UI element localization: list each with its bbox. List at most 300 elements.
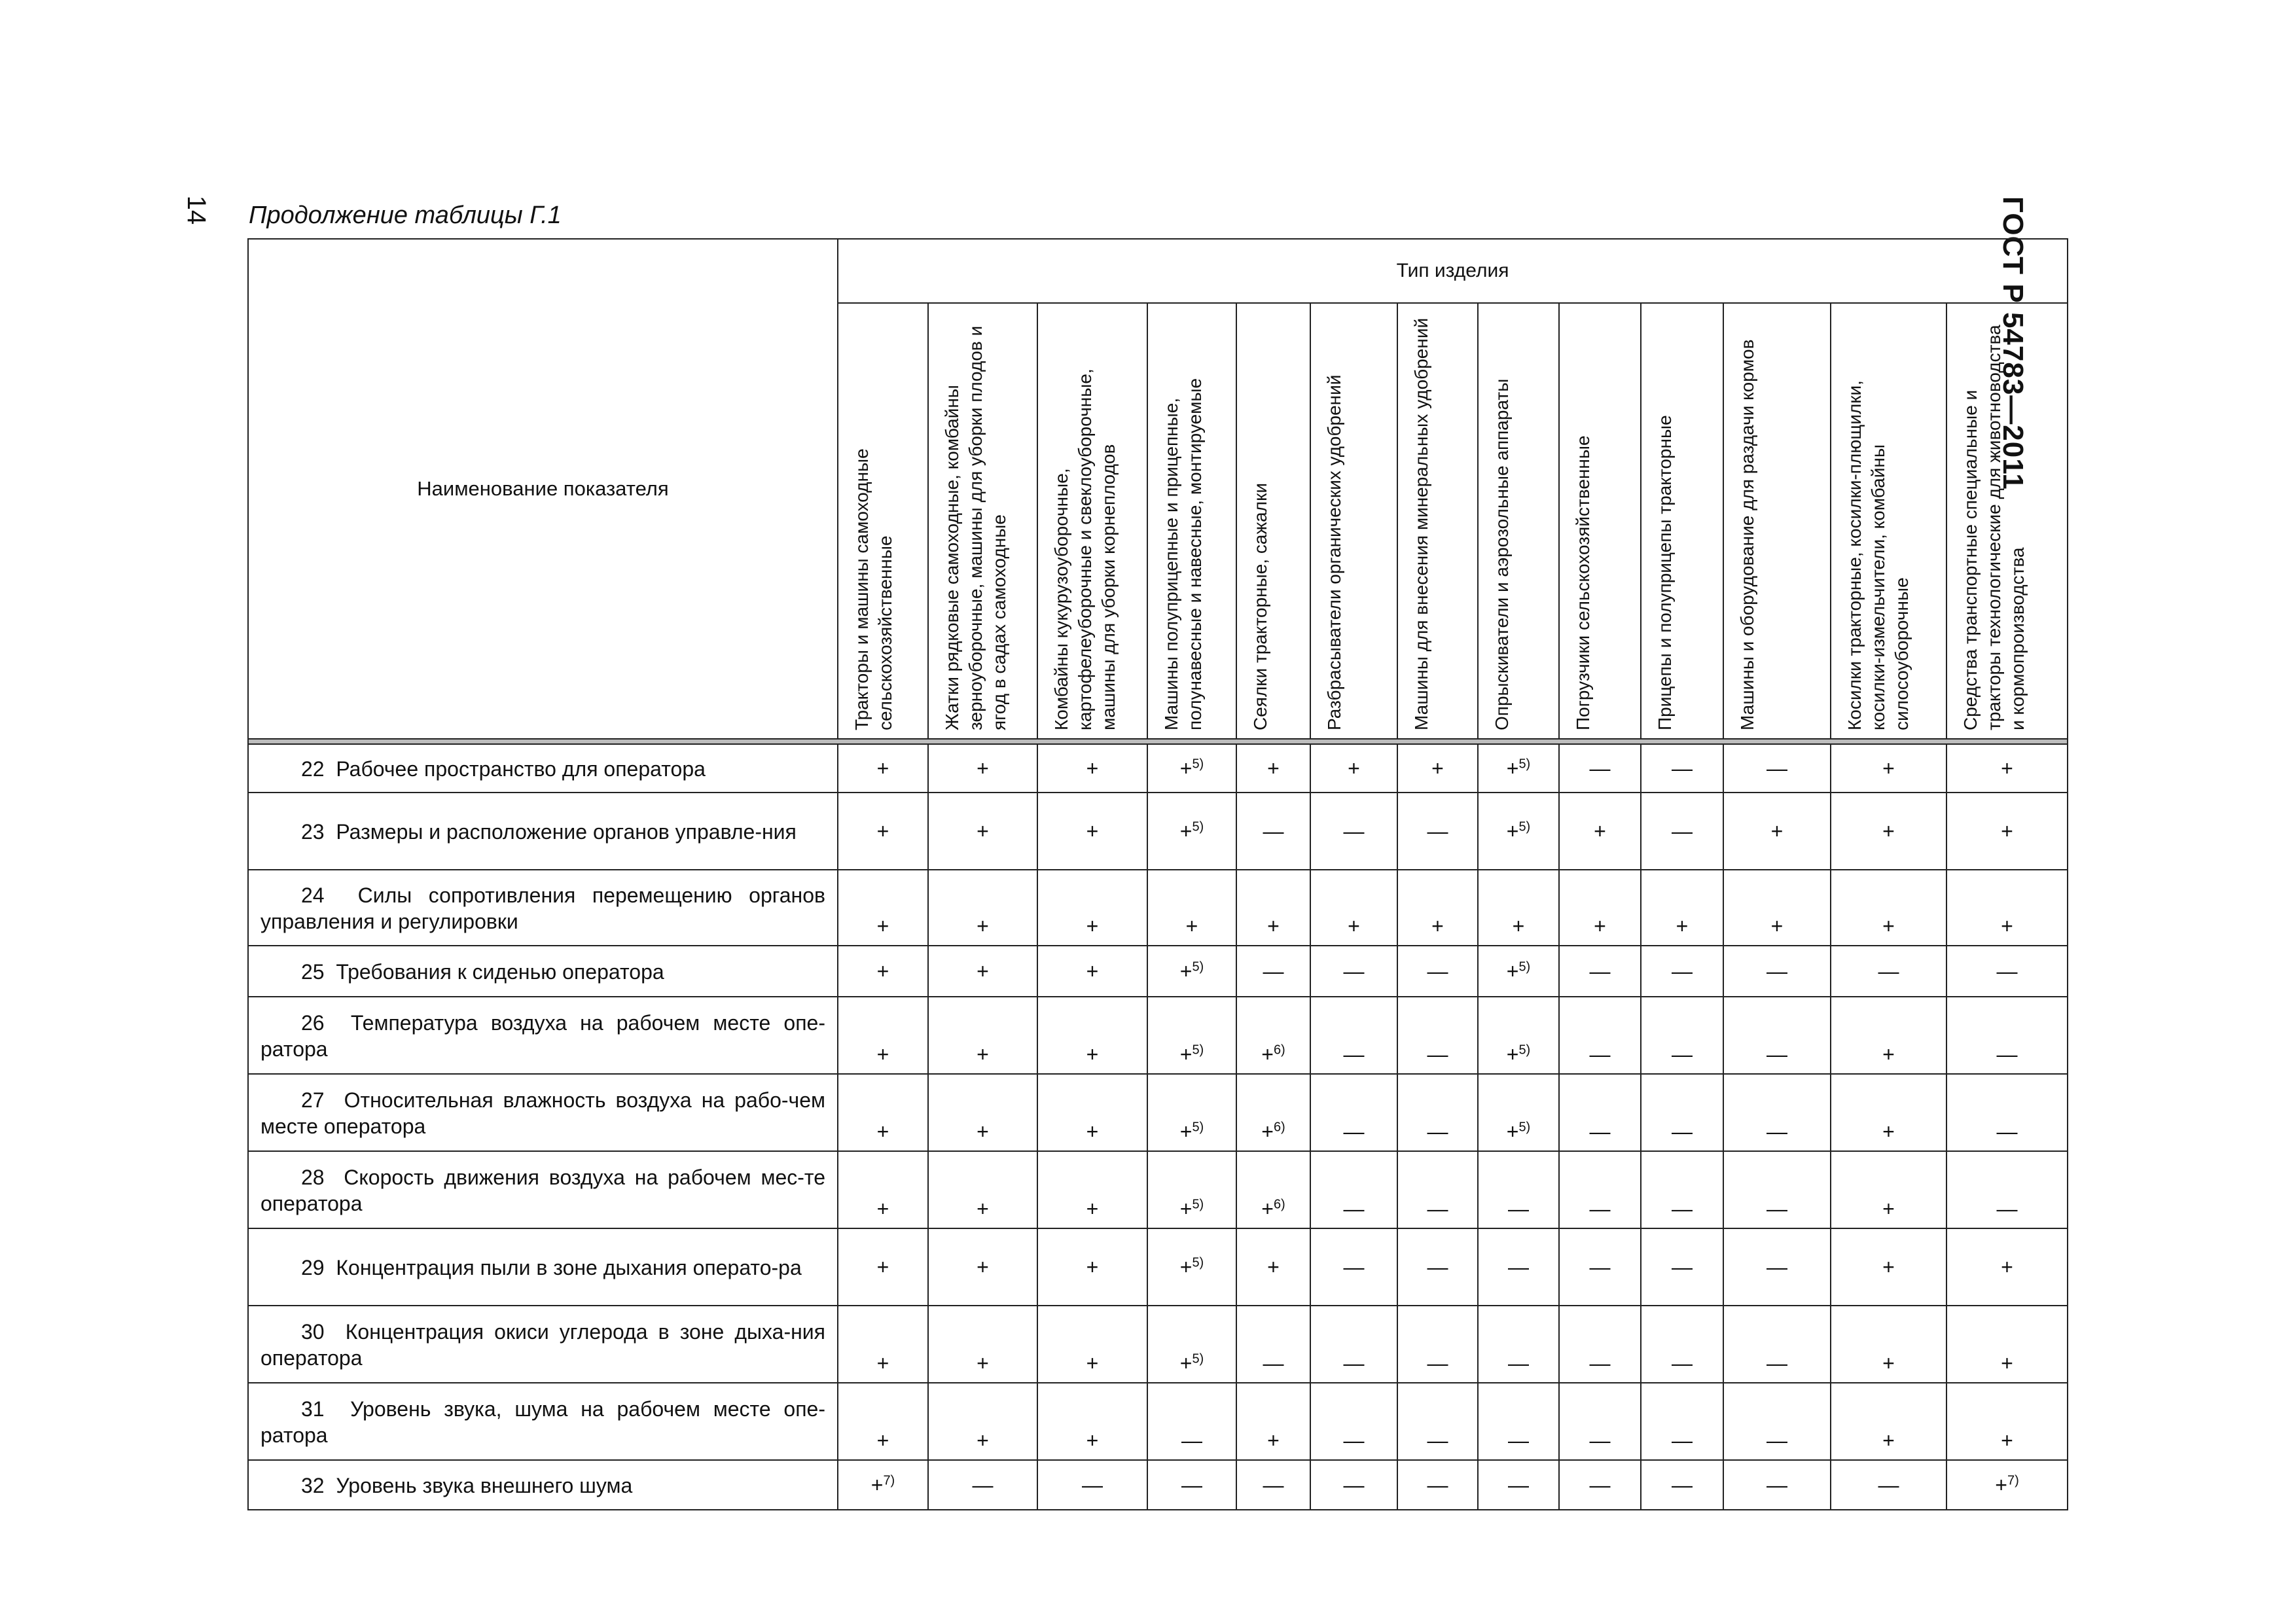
applicability-cell <box>928 1383 1037 1460</box>
not-applicable-mark: — <box>1343 1429 1365 1452</box>
not-applicable-mark: — <box>1589 756 1611 780</box>
indicator-number: 32 <box>301 1474 325 1497</box>
applicability-cell <box>928 1074 1037 1151</box>
applicable-mark: + <box>1185 914 1198 938</box>
indicator-name: Рабочее пространство для оператора <box>336 757 706 781</box>
applicable-mark: + <box>2001 1255 2013 1279</box>
applicability-cell <box>1310 946 1397 997</box>
applicability-cell <box>1831 1074 1946 1151</box>
not-applicable-mark: — <box>1589 959 1611 983</box>
not-applicable-mark: — <box>1589 1472 1611 1497</box>
indicator-name: Температура воздуха на рабочем месте опе-ратора <box>260 1011 826 1061</box>
applicable-mark: + <box>2001 1429 2013 1452</box>
applicable-mark: + <box>876 1043 889 1066</box>
indicator-name: Скорость движения воздуха на рабочем мес-те оператора <box>260 1166 826 1215</box>
applicability-cell <box>1310 997 1397 1074</box>
not-applicable-mark: — <box>1427 1043 1448 1066</box>
not-applicable-mark: — <box>1996 1120 2018 1143</box>
column-header-3 <box>1037 303 1147 739</box>
applicable-mark: + <box>1261 1197 1274 1221</box>
footnote-ref: 7) <box>2007 1472 2019 1488</box>
applicable-mark: + <box>977 1351 989 1375</box>
applicable-mark: + <box>1179 959 1193 983</box>
applicability-cell <box>1723 1228 1831 1306</box>
applicable-mark: + <box>1348 914 1360 938</box>
applicability-cell <box>1641 1460 1723 1510</box>
indicator-number: 24 <box>301 883 325 907</box>
applicability-cell <box>838 1383 928 1460</box>
footnote-ref: 5) <box>1518 819 1531 834</box>
not-applicable-mark: — <box>1343 819 1365 843</box>
applicable-mark: + <box>977 914 989 938</box>
applicability-cell <box>1723 870 1831 946</box>
applicable-mark: + <box>1086 1120 1099 1143</box>
applicability-cell <box>1310 793 1397 870</box>
footnote-ref: 5) <box>1518 1120 1531 1135</box>
indicator-number: 31 <box>301 1397 325 1421</box>
not-applicable-mark: — <box>1767 1197 1787 1221</box>
footnote-ref: 5) <box>1192 1351 1204 1366</box>
header-indicator-name: Наименование показателя <box>248 239 838 739</box>
applicability-cell <box>1147 1228 1236 1306</box>
applicability-cell <box>1236 1460 1310 1510</box>
applicability-cell <box>1559 1074 1641 1151</box>
applicability-cell <box>1037 870 1147 946</box>
column-header-6 <box>1310 303 1397 739</box>
applicability-cell <box>1831 793 1946 870</box>
applicable-mark: + <box>1348 756 1360 780</box>
applicability-cell <box>1037 1383 1147 1460</box>
not-applicable-mark: — <box>1767 1429 1787 1452</box>
not-applicable-mark: — <box>1343 1255 1365 1279</box>
indicator-name: Уровень звука, шума на рабочем месте опе-ратора <box>260 1397 825 1447</box>
applicability-cell <box>1723 946 1831 997</box>
indicator-name-cell <box>248 793 838 870</box>
indicator-name-cell <box>248 744 838 793</box>
applicable-mark: + <box>1882 1197 1895 1221</box>
not-applicable-mark: — <box>1427 1351 1448 1375</box>
applicability-cell <box>1478 870 1559 946</box>
footnote-ref: 6) <box>1273 1197 1285 1212</box>
applicability-cell <box>1147 1306 1236 1383</box>
not-applicable-mark: — <box>1427 1429 1448 1452</box>
applicability-cell <box>1147 1460 1236 1510</box>
applicability-cell <box>1831 744 1946 793</box>
applicable-mark: + <box>1086 914 1099 938</box>
not-applicable-mark: — <box>1508 1255 1529 1279</box>
column-header-7 <box>1397 303 1478 739</box>
applicability-cell <box>1723 1383 1831 1460</box>
applicable-mark: + <box>1594 914 1606 938</box>
applicable-mark: + <box>1431 914 1444 938</box>
applicable-mark: + <box>1882 1255 1895 1279</box>
indicator-number: 30 <box>301 1320 325 1344</box>
applicability-cell <box>1397 744 1478 793</box>
column-header-11 <box>1723 303 1831 739</box>
applicability-cell <box>1478 793 1559 870</box>
applicability-cell <box>838 870 928 946</box>
applicability-cell <box>1236 997 1310 1074</box>
indicator-name: Силы сопротивления перемещению органов управления и регулировки <box>260 883 825 933</box>
not-applicable-mark: — <box>1767 1351 1787 1375</box>
not-applicable-mark: — <box>1508 1429 1529 1452</box>
column-header-5 <box>1236 303 1310 739</box>
footnote-ref: 5) <box>1192 1255 1204 1270</box>
indicator-name: Размеры и расположение органов управле-ния <box>336 820 797 844</box>
applicability-cell <box>1946 946 2068 997</box>
applicability-cell <box>838 946 928 997</box>
applicability-cell <box>928 1228 1037 1306</box>
table-continuation-caption: Продолжение таблицы Г.1 <box>249 202 562 229</box>
applicability-cell <box>1946 744 2068 793</box>
applicability-cell <box>838 997 928 1074</box>
not-applicable-mark: — <box>1427 819 1448 843</box>
applicability-cell <box>1037 1151 1147 1228</box>
not-applicable-mark: — <box>1427 1255 1448 1279</box>
applicability-cell <box>1147 793 1236 870</box>
table-row <box>248 1228 2068 1306</box>
applicable-mark: + <box>1267 756 1280 780</box>
applicable-mark: + <box>1261 1043 1274 1066</box>
header-product-type: Тип изделия <box>838 239 2068 303</box>
applicability-cell <box>1147 946 1236 997</box>
footnote-ref: 5) <box>1192 1197 1204 1212</box>
column-header-label: Опрыскиватели и аэрозольные аппараты <box>1492 378 1512 730</box>
column-header-label: Комбайны кукурузоуборочные, картофелеуборочные и свеклоуборочные, машины для уборки корнеплодов <box>1051 368 1119 730</box>
applicability-cell <box>1946 1228 2068 1306</box>
applicable-mark: + <box>977 1429 989 1452</box>
applicability-cell <box>1641 793 1723 870</box>
not-applicable-mark: — <box>1767 1472 1787 1497</box>
table-row <box>248 997 2068 1074</box>
applicability-cell <box>1559 1228 1641 1306</box>
applicability-cell <box>1831 1460 1946 1510</box>
applicable-mark: + <box>870 1472 884 1497</box>
not-applicable-mark: — <box>1589 1120 1611 1143</box>
applicability-cell <box>1236 1074 1310 1151</box>
applicability-cell <box>1310 1151 1397 1228</box>
applicability-cell <box>1831 1151 1946 1228</box>
not-applicable-mark: — <box>1263 819 1284 843</box>
applicability-cell <box>1310 1383 1397 1460</box>
applicability-cell <box>1559 744 1641 793</box>
applicability-cell <box>1397 793 1478 870</box>
not-applicable-mark: — <box>1672 1255 1693 1279</box>
applicability-cell <box>1037 946 1147 997</box>
column-header-2 <box>928 303 1037 739</box>
applicability-cell <box>1831 946 1946 997</box>
not-applicable-mark: — <box>1996 1043 2018 1066</box>
column-header-4 <box>1147 303 1236 739</box>
not-applicable-mark: — <box>1427 1472 1448 1497</box>
applicability-cell <box>1236 870 1310 946</box>
applicability-cell <box>1641 870 1723 946</box>
page-number: 14 <box>182 195 211 225</box>
not-applicable-mark: — <box>1589 1255 1611 1279</box>
applicability-cell <box>1478 744 1559 793</box>
not-applicable-mark: — <box>1767 1043 1787 1066</box>
applicability-cell <box>1310 1306 1397 1383</box>
applicability-cell <box>1946 1460 2068 1510</box>
applicable-mark: + <box>1179 756 1193 780</box>
not-applicable-mark: — <box>1672 1472 1693 1497</box>
not-applicable-mark: — <box>1767 1120 1787 1143</box>
applicability-cell <box>1831 870 1946 946</box>
applicable-mark: + <box>1267 1429 1280 1452</box>
applicable-mark: + <box>1086 1255 1099 1279</box>
not-applicable-mark: — <box>1767 756 1787 780</box>
applicability-cell <box>1478 1383 1559 1460</box>
indicator-name: Уровень звука внешнего шума <box>336 1474 633 1497</box>
column-header-label: Тракторы и машины самоходные сельскохозяйственные <box>852 448 895 730</box>
applicable-mark: + <box>977 756 989 780</box>
not-applicable-mark: — <box>1343 1043 1365 1066</box>
footnote-ref: 5) <box>1518 959 1531 974</box>
applicable-mark: + <box>1086 1429 1099 1452</box>
applicability-cell <box>1397 870 1478 946</box>
applicability-cell <box>1641 1151 1723 1228</box>
applicable-mark: + <box>1261 1120 1274 1143</box>
indicator-number: 27 <box>301 1088 325 1112</box>
applicable-mark: + <box>1179 1351 1193 1375</box>
applicability-cell <box>1397 1383 1478 1460</box>
applicability-cell <box>1478 1151 1559 1228</box>
table-row <box>248 793 2068 870</box>
not-applicable-mark: — <box>1508 1472 1529 1497</box>
applicable-mark: + <box>876 819 889 843</box>
column-header-9 <box>1559 303 1641 739</box>
applicable-mark: + <box>1506 756 1519 780</box>
applicability-cell <box>838 793 928 870</box>
column-header-10 <box>1641 303 1723 739</box>
applicable-mark: + <box>1506 1120 1519 1143</box>
applicability-cell <box>1397 946 1478 997</box>
applicable-mark: + <box>876 1429 889 1452</box>
indicator-name-cell <box>248 1151 838 1228</box>
applicable-mark: + <box>1431 756 1444 780</box>
not-applicable-mark: — <box>1508 1351 1529 1375</box>
not-applicable-mark: — <box>1589 1043 1611 1066</box>
applicability-cell <box>1723 1460 1831 1510</box>
column-header-1 <box>838 303 928 739</box>
applicability-cell <box>1723 997 1831 1074</box>
applicable-mark: + <box>1512 914 1525 938</box>
applicable-mark: + <box>876 914 889 938</box>
applicable-mark: + <box>1086 959 1099 983</box>
applicability-cell <box>1559 1383 1641 1460</box>
indicator-name-cell <box>248 870 838 946</box>
applicability-cell <box>928 997 1037 1074</box>
applicable-mark: + <box>1179 1043 1193 1066</box>
not-applicable-mark: — <box>1343 1472 1365 1497</box>
applicable-mark: + <box>977 1043 989 1066</box>
applicability-cell <box>928 1460 1037 1510</box>
indicator-name-cell <box>248 1383 838 1460</box>
applicability-cell <box>1559 1460 1641 1510</box>
indicator-number: 28 <box>301 1166 325 1189</box>
applicability-cell <box>1641 997 1723 1074</box>
applicability-cell <box>1559 870 1641 946</box>
table-row <box>248 946 2068 997</box>
applicable-mark: + <box>1770 914 1784 938</box>
table-row <box>248 1306 2068 1383</box>
applicability-cell <box>1147 870 1236 946</box>
applicability-cell <box>1946 1383 2068 1460</box>
table-row <box>248 1151 2068 1228</box>
not-applicable-mark: — <box>972 1472 994 1497</box>
applicable-mark: + <box>1882 1120 1895 1143</box>
applicability-cell <box>838 1306 928 1383</box>
column-header-label: Машины полуприцепные и прицепные, полунавесные и навесные, монтируемые <box>1161 378 1205 730</box>
column-header-label: Средства транспортные специальные и тракторы технологические для животноводства и кормопроизводства <box>1960 325 2028 730</box>
applicability-cell <box>1831 1306 1946 1383</box>
applicable-mark: + <box>977 1197 989 1221</box>
applicability-cell <box>1478 1074 1559 1151</box>
applicability-cell <box>1147 1074 1236 1151</box>
applicability-cell <box>1037 1460 1147 1510</box>
applicability-cell <box>1478 1306 1559 1383</box>
applicability-cell <box>1641 1306 1723 1383</box>
applicability-cell <box>1478 1228 1559 1306</box>
not-applicable-mark: — <box>1767 1255 1787 1279</box>
table-row <box>248 1460 2068 1510</box>
footnote-ref: 6) <box>1273 1120 1285 1135</box>
applicability-cell <box>1037 997 1147 1074</box>
not-applicable-mark: — <box>1427 959 1448 983</box>
not-applicable-mark: — <box>1672 1351 1693 1375</box>
applicable-mark: + <box>1086 819 1099 843</box>
indicator-name-cell <box>248 1228 838 1306</box>
applicability-cell <box>838 1460 928 1510</box>
applicable-mark: + <box>876 959 889 983</box>
applicable-mark: + <box>2001 1351 2013 1375</box>
applicability-cell <box>838 1228 928 1306</box>
column-header-label: Жатки рядковые самоходные, комбайны зерноуборочные, машины для уборки плодов и ягод в садах самоходные <box>942 325 1009 730</box>
indicator-name: Концентрация пыли в зоне дыхания операто-ра <box>336 1256 802 1279</box>
not-applicable-mark: — <box>1343 1120 1365 1143</box>
not-applicable-mark: — <box>1672 1043 1693 1066</box>
applicability-cell <box>1397 1228 1478 1306</box>
applicable-mark: + <box>1770 819 1784 843</box>
applicability-cell <box>1236 1383 1310 1460</box>
indicator-number: 29 <box>301 1256 325 1279</box>
applicable-mark: + <box>1179 1197 1193 1221</box>
indicator-number: 23 <box>301 820 325 844</box>
applicability-cell <box>928 1151 1037 1228</box>
applicable-mark: + <box>876 1255 889 1279</box>
applicable-mark: + <box>1267 1255 1280 1279</box>
applicability-cell <box>1723 1151 1831 1228</box>
indicator-number: 22 <box>301 757 325 781</box>
applicability-cell <box>1310 1228 1397 1306</box>
not-applicable-mark: — <box>1589 1351 1611 1375</box>
not-applicable-mark: — <box>1263 1351 1284 1375</box>
footnote-ref: 5) <box>1192 959 1204 974</box>
applicable-mark: + <box>977 1255 989 1279</box>
not-applicable-mark: — <box>1427 1197 1448 1221</box>
applicability-cell <box>1831 997 1946 1074</box>
applicability-cell <box>928 744 1037 793</box>
applicable-mark: + <box>1179 1120 1193 1143</box>
applicability-cell <box>1236 1306 1310 1383</box>
not-applicable-mark: — <box>1589 1197 1611 1221</box>
applicability-cell <box>1236 1151 1310 1228</box>
not-applicable-mark: — <box>1082 1472 1103 1497</box>
not-applicable-mark: — <box>1672 1197 1693 1221</box>
indicator-table <box>247 238 2068 1510</box>
not-applicable-mark: — <box>1589 1429 1611 1452</box>
column-header-13 <box>1946 303 2068 739</box>
table-row <box>248 1074 2068 1151</box>
applicable-mark: + <box>2001 819 2013 843</box>
not-applicable-mark: — <box>1672 1120 1693 1143</box>
applicability-cell <box>1037 793 1147 870</box>
applicability-cell <box>1559 997 1641 1074</box>
column-header-12 <box>1831 303 1946 739</box>
not-applicable-mark: — <box>1181 1472 1202 1497</box>
applicability-cell <box>1641 1383 1723 1460</box>
not-applicable-mark: — <box>1343 1351 1365 1375</box>
table-row <box>248 1383 2068 1460</box>
applicable-mark: + <box>876 1120 889 1143</box>
applicable-mark: + <box>1506 1043 1519 1066</box>
not-applicable-mark: — <box>1343 959 1365 983</box>
applicability-cell <box>838 1074 928 1151</box>
applicability-cell <box>1147 997 1236 1074</box>
applicable-mark: + <box>977 959 989 983</box>
applicability-cell <box>1037 1074 1147 1151</box>
footnote-ref: 7) <box>883 1472 895 1488</box>
applicability-cell <box>1397 1306 1478 1383</box>
applicability-cell <box>1723 793 1831 870</box>
applicability-cell <box>1397 1074 1478 1151</box>
applicable-mark: + <box>1882 819 1895 843</box>
applicable-mark: + <box>1086 1351 1099 1375</box>
applicability-cell <box>1641 744 1723 793</box>
applicability-cell <box>1147 1151 1236 1228</box>
applicable-mark: + <box>876 1351 889 1375</box>
applicable-mark: + <box>1179 819 1193 843</box>
footnote-ref: 5) <box>1192 1120 1204 1135</box>
indicator-name-cell <box>248 997 838 1074</box>
applicable-mark: + <box>1594 819 1606 843</box>
footnote-ref: 5) <box>1518 1043 1531 1058</box>
column-header-label: Погрузчики сельскохозяйственные <box>1573 435 1593 730</box>
not-applicable-mark: — <box>1263 1472 1284 1497</box>
applicability-cell <box>1946 997 2068 1074</box>
applicable-mark: + <box>1506 959 1519 983</box>
applicable-mark: + <box>1882 1351 1895 1375</box>
applicability-cell <box>1310 1460 1397 1510</box>
applicability-cell <box>1310 744 1397 793</box>
footnote-ref: 5) <box>1192 1043 1204 1058</box>
applicability-cell <box>1946 793 2068 870</box>
applicability-cell <box>1236 793 1310 870</box>
applicability-cell <box>1397 997 1478 1074</box>
applicability-cell <box>1310 870 1397 946</box>
header-separator <box>248 739 2068 744</box>
applicable-mark: + <box>2001 914 2013 938</box>
applicability-cell <box>1310 1074 1397 1151</box>
applicability-cell <box>838 744 928 793</box>
applicable-mark: + <box>1882 756 1895 780</box>
indicator-name-cell <box>248 1460 838 1510</box>
applicable-mark: + <box>977 819 989 843</box>
column-header-8 <box>1478 303 1559 739</box>
applicable-mark: + <box>1086 1197 1099 1221</box>
applicability-cell <box>1397 1460 1478 1510</box>
not-applicable-mark: — <box>1767 959 1787 983</box>
